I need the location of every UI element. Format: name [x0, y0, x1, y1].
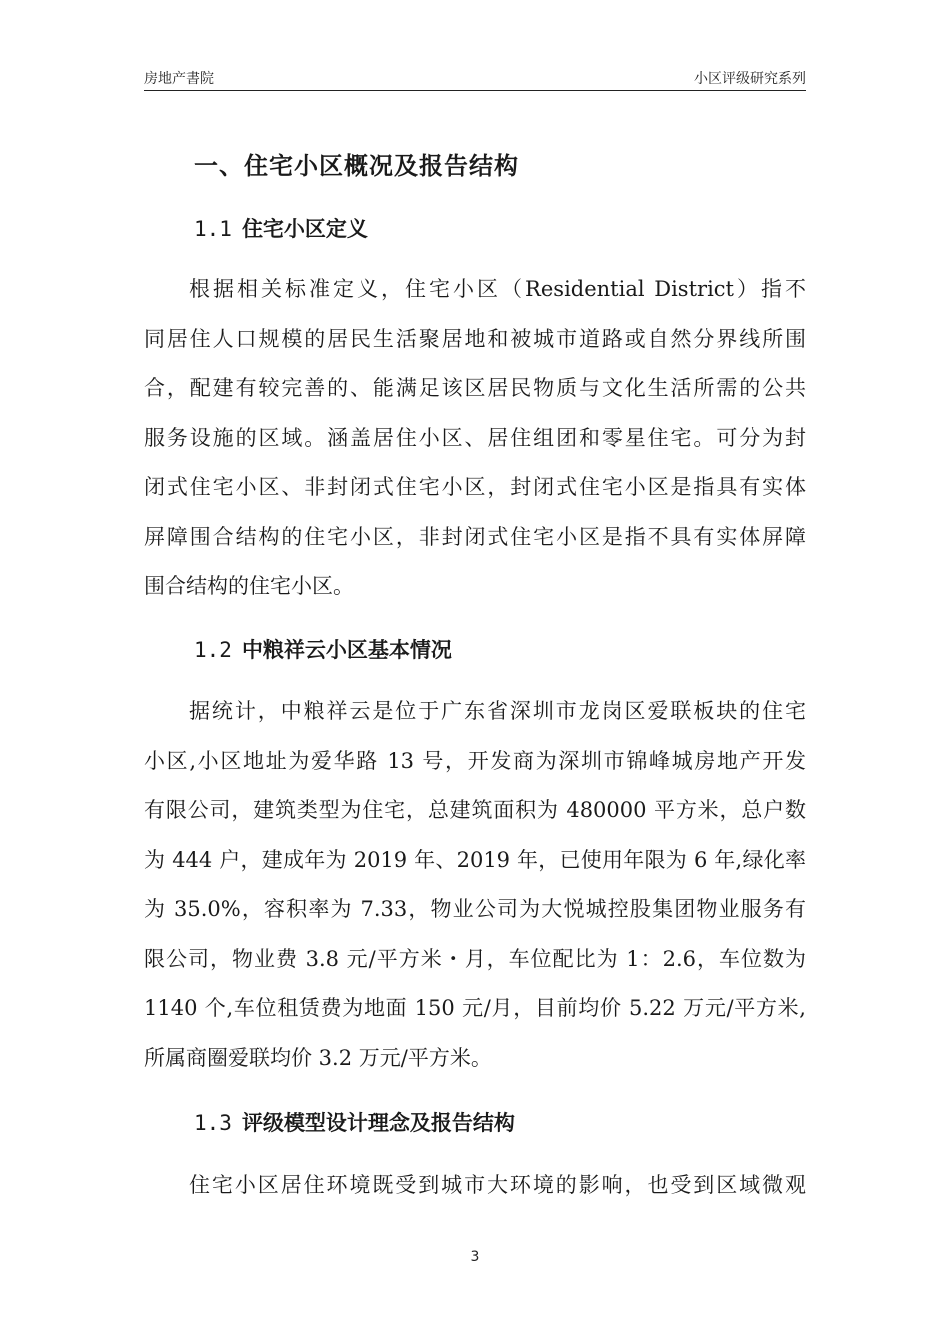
header-right-title: 小区评级研究系列	[694, 71, 806, 87]
paragraph-line: 住宅小区居住环境既受到城市大环境的影响，也受到区域微观	[189, 1173, 806, 1197]
paragraph-line: 为 444 户，建成年为 2019 年、2019 年，已使用年限为 6 年,绿化率	[144, 847, 806, 872]
subsection-title: 中粮祥云小区基本情况	[241, 638, 452, 662]
paragraph-definition	[144, 274, 806, 621]
paragraph-line: 同居住人口规模的居民生活聚居地和被城市道路或自然分界线所围	[144, 326, 806, 351]
section-title: 一、住宅小区概况及报告结构	[194, 152, 519, 180]
paragraph-line: 根据相关标准定义，住宅小区（Residential District）指不	[189, 277, 806, 301]
subsection-number: 1.2	[194, 638, 232, 662]
paragraph-model-design	[144, 1170, 806, 1220]
paragraph-line: 所属商圈爱联均价 3.2 万元/平方米。	[144, 1045, 492, 1070]
header-divider	[144, 90, 806, 91]
subsection-heading-1-1	[194, 213, 368, 243]
paragraph-line: 合，配建有较完善的、能满足该区居民物质与文化生活所需的公共	[144, 376, 806, 400]
paragraph-line: 为 35.0%，容积率为 7.33，物业公司为大悦城控股集团物业服务有	[144, 897, 806, 921]
paragraph-line: 有限公司，建筑类型为住宅，总建筑面积为 480000 平方米，总户数	[144, 798, 806, 822]
paragraph-line: 围合结构的住宅小区。	[144, 574, 354, 598]
subsection-heading-1-3	[194, 1107, 515, 1137]
subsection-number: 1.1	[194, 217, 232, 241]
paragraph-line: 小区,小区地址为爱华路 13 号，开发商为深圳市锦峰城房地产开发	[144, 748, 806, 773]
paragraph-line: 限公司，物业费 3.8 元/平方米・月，车位配比为 1：2.6，车位数为	[144, 946, 806, 971]
paragraph-line: 服务设施的区域。涵盖居住小区、居住组团和零星住宅。可分为封	[144, 425, 806, 450]
paragraph-basic-info	[144, 696, 806, 1092]
subsection-title: 住宅小区定义	[241, 217, 368, 241]
subsection-title: 评级模型设计理念及报告结构	[241, 1111, 515, 1135]
page-number: 3	[470, 1249, 480, 1265]
subsection-heading-1-2	[194, 634, 452, 664]
header-left-title: 房地产書院	[144, 71, 214, 87]
paragraph-line: 1140 个,车位租赁费为地面 150 元/月，目前均价 5.22 万元/平方米,	[144, 996, 806, 1020]
paragraph-line: 闭式住宅小区、非封闭式住宅小区，封闭式住宅小区是指具有实体	[144, 475, 806, 499]
paragraph-line: 据统计，中粮祥云是位于广东省深圳市龙岗区爱联板块的住宅	[189, 699, 806, 723]
paragraph-line: 屏障围合结构的住宅小区，非封闭式住宅小区是指不具有实体屏障	[144, 524, 806, 549]
subsection-number: 1.3	[194, 1111, 232, 1135]
